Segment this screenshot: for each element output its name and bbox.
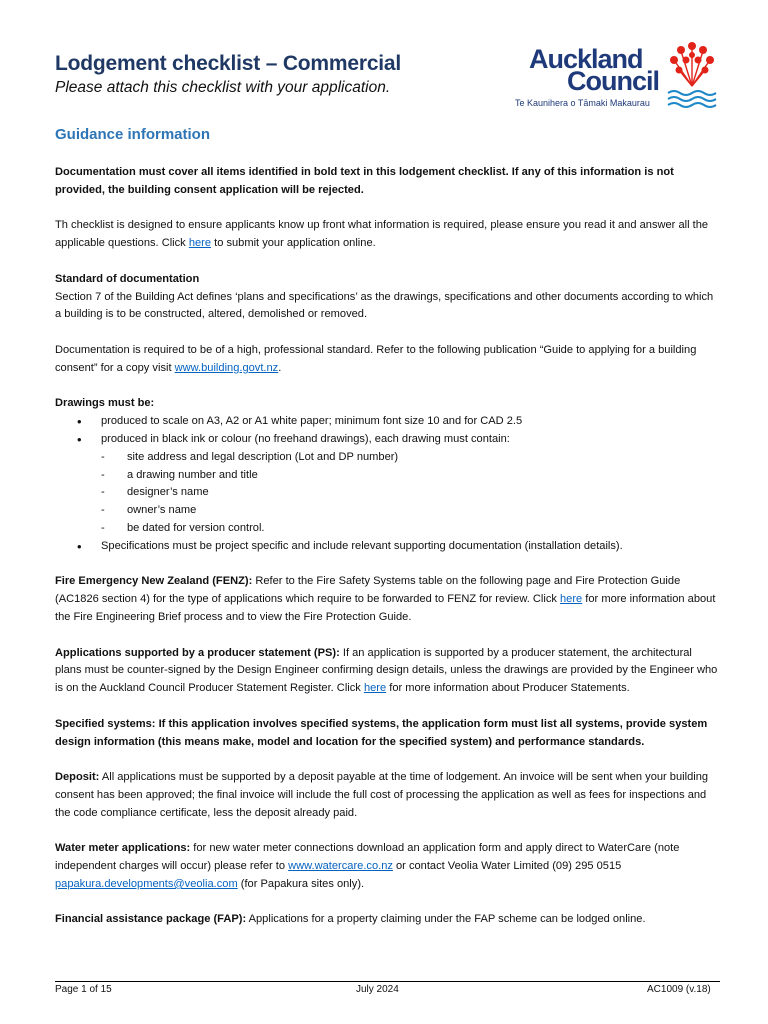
document-code: AC1009 (v.18) [647, 984, 711, 995]
fenz-paragraph: Fire Emergency New Zealand (FENZ): Refer to the Fire Safety Systems table on the following page and Fire Protection Guide (AC1826 section 4) for the type of applications which require to be forwarded to FENZ for review. Click here for more information about the Fire Engineering Brief process and to view the Fire Protection Guide. [55, 575, 716, 623]
veolia-email-link[interactable]: papakura.developments@veolia.com [55, 877, 238, 890]
list-item: • Specifications must be project specific and include relevant supporting documentation (installation details). [55, 538, 720, 556]
ps-paragraph: Applications supported by a producer statement (PS): If an application is supported by a producer statement, the architectural plans must be counter-signed by the Design Engineer confirming design details, unless the drawings are provided by the Engineer who is on the Auckland Council Producer Statement Register. Click here for more information about Producer Statements. [55, 646, 718, 695]
standard-text: Section 7 of the Building Act defines ‘plans and specifications’ as the drawings, specifications and other documents according to which a building is to be constructed, altered, demolished or removed. [55, 290, 714, 321]
guidance-body [55, 164, 720, 947]
deposit-paragraph: Deposit: All applications must be supported by a deposit payable at the time of lodgement. An invoice will be sent when your building consent has been approved; the final invoice will include the full cost of processing the application as well as fees for inspections and the code compliance certificate, less the deposit already paid. [55, 771, 709, 819]
building-govt-link[interactable]: www.building.govt.nz [174, 361, 279, 374]
producer-statement-link[interactable]: here [363, 682, 387, 695]
logo-line1: Auckland [529, 44, 643, 74]
fap-paragraph: Financial assistance package (FAP): Applications for a property claiming under the FAP scheme can be lodged online. [55, 913, 646, 926]
section-heading: Guidance information [55, 126, 211, 143]
list-item: - designer’s name [101, 484, 720, 502]
drawing-contents-list [101, 449, 720, 538]
list-item: • produced to scale on A3, A2 or A1 white paper; minimum font size 10 and for CAD 2.5 [55, 413, 720, 431]
page-subtitle: Please attach this checklist with your application. [55, 79, 391, 96]
pohutukawa-flower-icon [665, 38, 720, 113]
checklist-paragraph: Th checklist is designed to ensure applicants know up front what information is required, please ensure you read it and answer all the applicable questions. Click here to submit your application online. [55, 219, 709, 250]
drawings-list [55, 413, 720, 555]
standard-text2: Documentation is required to be of a high, professional standard. Refer to the following publication “Guide to applying for a building consent” for a copy visit www.building.govt.nz. [55, 343, 697, 374]
logo-tagline: Te Kaunihera o Tāmaki Makaurau [515, 98, 650, 108]
water-meter-paragraph: Water meter applications: for new water meter connections download an application form and apply direct to WaterCare (note independent charges will occur) please refer to www.watercare.co.nz or contact Veolia Water Limited (09) 295 0515 papakura.developments@veolia.com (for Papakura sites only). [55, 842, 680, 890]
bold-notice: Documentation must cover all items identified in bold text in this lodgement checklist. If any of this information is not provided, the building consent application will be rejected. [55, 166, 674, 196]
footer-divider [55, 981, 720, 982]
list-item: - owner’s name [101, 502, 720, 520]
standard-heading: Standard of documentation [55, 272, 200, 285]
drawings-heading: Drawings must be: [55, 397, 155, 410]
auckland-council-logo [515, 38, 720, 113]
footer-date: July 2024 [356, 984, 399, 995]
page-number: Page 1 of 15 [55, 984, 112, 995]
watercare-link[interactable]: www.watercare.co.nz [288, 860, 393, 873]
submit-online-link[interactable]: here [188, 237, 212, 250]
list-item: - be dated for version control. [101, 520, 720, 538]
logo-line2: Council [567, 66, 659, 96]
fenz-link[interactable]: here [560, 593, 583, 606]
list-item: - a drawing number and title [101, 467, 720, 485]
page-title: Lodgement checklist – Commercial [55, 52, 402, 75]
list-item: - site address and legal description (Lot and DP number) [101, 449, 720, 467]
list-item: • produced in black ink or colour (no freehand drawings), each drawing must contain: - site address and legal description (Lot and DP number) - a drawing number and title - designer’s name - owner’s name - be dated for version control. [55, 431, 720, 538]
specified-systems-paragraph: Specified systems: If this application involves specified systems, the application form must list all systems, provide system design information (this means make, model and location for the specified system) and performance standards. [55, 717, 708, 748]
